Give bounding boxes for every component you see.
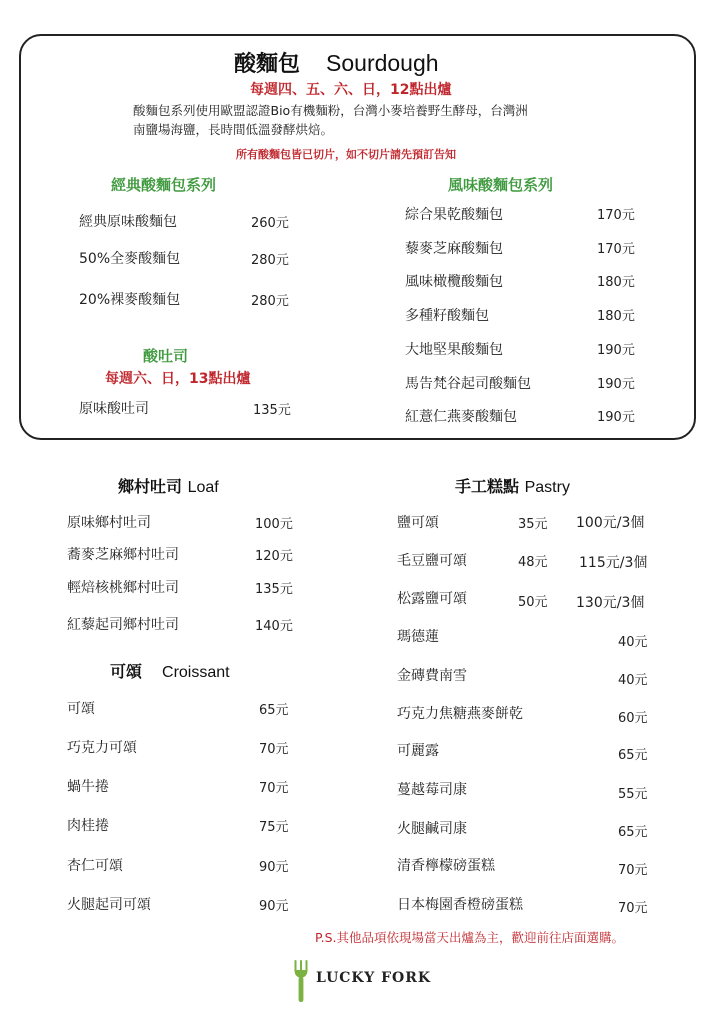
- classic-item-price: 280元: [251, 294, 289, 309]
- classic-item-name: 經典原味酸麵包: [79, 214, 177, 230]
- pastry-item-name: 蔓越莓司康: [397, 782, 467, 798]
- croissant-item-price: 70元: [259, 742, 289, 757]
- pastry-item-price: 65元: [618, 748, 648, 763]
- pastry-item-name: 鹽可頌: [397, 515, 439, 531]
- classic-series-title: 經典酸麵包系列: [111, 176, 217, 194]
- flavor-series-title: 風味酸麵包系列: [448, 176, 554, 194]
- loaf-item-price: 120元: [255, 549, 293, 564]
- classic-item-name: 20%裸麥酸麵包: [79, 292, 181, 308]
- flavor-item-price: 180元: [597, 275, 635, 290]
- pastry-item-price: 55元: [618, 787, 648, 802]
- sourdough-title-en: Sourdough: [326, 50, 439, 76]
- pastry-title-zh: 手工糕點: [455, 477, 520, 496]
- pastry-item-name: 松露鹽可頌: [397, 591, 467, 607]
- pastry-item-name: 火腿鹹司康: [397, 821, 467, 837]
- classic-item-name: 50%全麥酸麵包: [79, 251, 181, 267]
- croissant-item-name: 巧克力可頌: [67, 740, 137, 756]
- loaf-item-name: 原味鄉村吐司: [67, 515, 151, 531]
- sourdough-schedule: 每週四、五、六、日，12點出爐: [250, 82, 452, 98]
- flavor-item-price: 190元: [597, 377, 635, 392]
- pastry-item-set-price: 100元/3個: [576, 515, 645, 531]
- toast-title: 酸吐司: [143, 347, 189, 365]
- brand-name: LUCKY FORK: [316, 970, 432, 986]
- flavor-item-name: 風味橄欖酸麵包: [405, 274, 503, 290]
- classic-item-price: 260元: [251, 216, 289, 231]
- pastry-title-en: Pastry: [524, 479, 570, 496]
- pastry-item-price: 40元: [618, 635, 648, 650]
- pastry-item-name: 可麗露: [397, 743, 439, 759]
- fork-logo-icon: [293, 960, 309, 1002]
- croissant-item-price: 75元: [259, 820, 289, 835]
- pastry-item-price: 65元: [618, 825, 648, 840]
- pastry-item-name: 巧克力焦糖燕麥餅乾: [397, 706, 523, 722]
- loaf-title: [118, 474, 219, 497]
- pastry-item-name: 金磚費南雪: [397, 668, 467, 684]
- sourdough-desc-line1: 酸麵包系列使用歐盟認證Bio有機麵粉，台灣小麥培養野生酵母，台灣洲: [133, 103, 528, 118]
- toast-schedule: 每週六、日，13點出爐: [105, 371, 251, 387]
- loaf-item-price: 135元: [255, 582, 293, 597]
- toast-item-name: 原味酸吐司: [79, 401, 149, 417]
- sourdough-description: [133, 101, 528, 139]
- pastry-item-price: 70元: [618, 901, 648, 916]
- croissant-title-zh: 可頌: [110, 662, 143, 681]
- croissant-item-name: 杏仁可頌: [67, 858, 123, 874]
- loaf-item-price: 140元: [255, 619, 293, 634]
- croissant-item-name: 可頌: [67, 701, 95, 717]
- classic-item-price: 280元: [251, 253, 289, 268]
- pastry-item-price: 50元: [518, 595, 548, 610]
- croissant-item-name: 蝸牛捲: [67, 779, 109, 795]
- pastry-item-price: 48元: [518, 555, 548, 570]
- flavor-item-name: 大地堅果酸麵包: [405, 342, 503, 358]
- pastry-item-price: 60元: [618, 711, 648, 726]
- loaf-item-price: 100元: [255, 517, 293, 532]
- pastry-item-set-price: 115元/3個: [579, 555, 648, 571]
- croissant-item-name: 肉桂捲: [67, 818, 109, 834]
- pastry-item-name: 瑪德蓮: [397, 629, 439, 645]
- sourdough-title-zh: 酸麵包: [234, 52, 301, 77]
- flavor-item-name: 多種籽酸麵包: [405, 308, 489, 324]
- flavor-item-price: 170元: [597, 208, 635, 223]
- sourdough-slice-note: 所有酸麵包皆已切片，如不切片請先預訂告知: [236, 148, 456, 161]
- toast-item-price: 135元: [253, 403, 291, 418]
- loaf-item-name: 紅藜起司鄉村吐司: [67, 617, 179, 633]
- croissant-item-price: 65元: [259, 703, 289, 718]
- croissant-item-price: 90元: [259, 860, 289, 875]
- sourdough-title: [234, 47, 439, 78]
- flavor-item-price: 190元: [597, 410, 635, 425]
- pastry-item-price: 70元: [618, 863, 648, 878]
- croissant-title: [110, 659, 230, 682]
- loaf-item-name: 蕎麥芝麻鄉村吐司: [67, 547, 179, 563]
- croissant-title-en: Croissant: [162, 664, 230, 681]
- croissant-item-price: 90元: [259, 899, 289, 914]
- flavor-item-name: 綜合果乾酸麵包: [405, 207, 503, 223]
- pastry-item-name: 毛豆鹽可頌: [397, 553, 467, 569]
- flavor-item-name: 馬告梵谷起司酸麵包: [405, 376, 531, 392]
- pastry-item-name: 日本梅園香橙磅蛋糕: [397, 897, 523, 913]
- flavor-item-price: 170元: [597, 242, 635, 257]
- pastry-item-price: 35元: [518, 517, 548, 532]
- pastry-item-price: 40元: [618, 673, 648, 688]
- flavor-item-price: 190元: [597, 343, 635, 358]
- loaf-title-en: Loaf: [187, 479, 219, 496]
- pastry-title: [455, 474, 570, 497]
- ps-note: P.S.其他品項依現場當天出爐為主，歡迎前往店面選購。: [315, 930, 624, 945]
- flavor-item-name: 紅薏仁燕麥酸麵包: [405, 409, 517, 425]
- loaf-item-name: 輕焙核桃鄉村吐司: [67, 580, 179, 596]
- croissant-item-name: 火腿起司可頌: [67, 897, 151, 913]
- flavor-item-price: 180元: [597, 309, 635, 324]
- pastry-item-set-price: 130元/3個: [576, 595, 645, 611]
- pastry-item-name: 清香檸檬磅蛋糕: [397, 858, 495, 874]
- sourdough-desc-line2: 南鹽場海鹽，長時間低溫發酵烘焙。: [133, 122, 334, 137]
- croissant-item-price: 70元: [259, 781, 289, 796]
- flavor-item-name: 藜麥芝麻酸麵包: [405, 241, 503, 257]
- loaf-title-zh: 鄉村吐司: [118, 477, 183, 496]
